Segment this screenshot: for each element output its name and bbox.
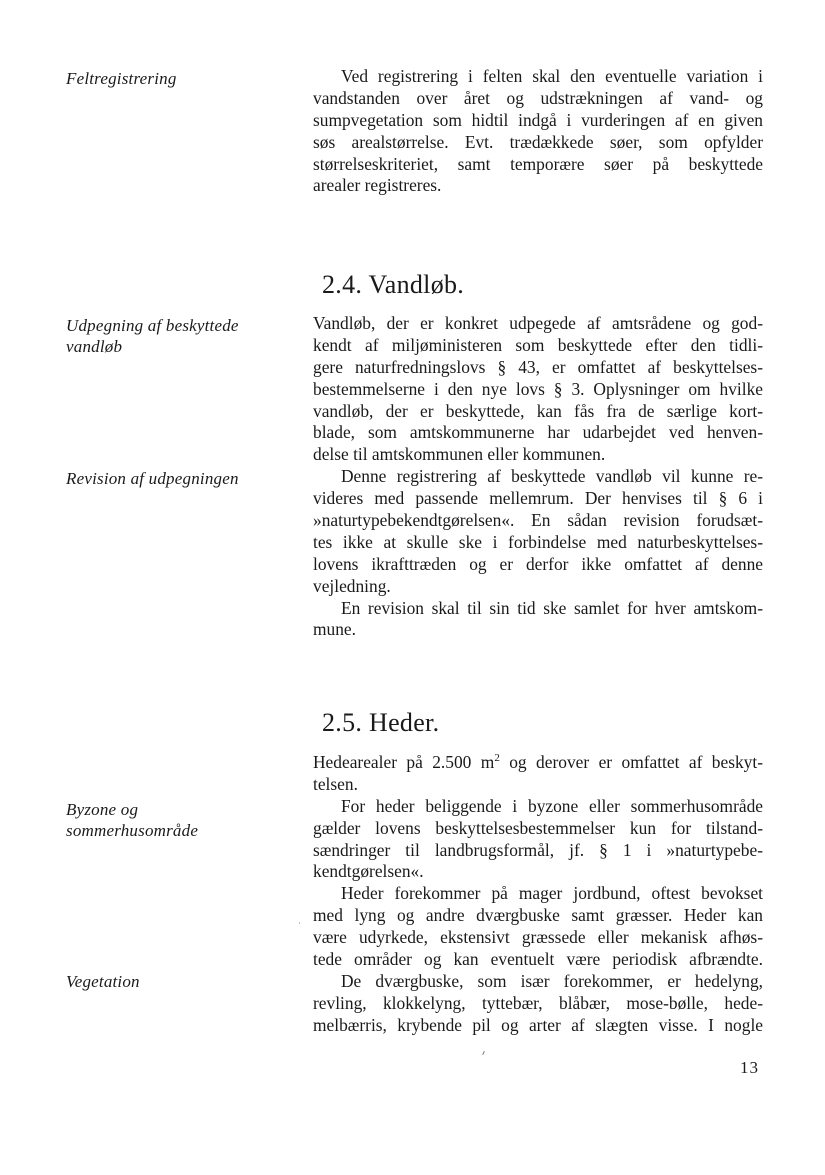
page-number: 13 (740, 1058, 759, 1077)
heder-first-line: Hedearealer på 2.500 $m^2$ og derover er omfattet af beskyt- (313, 752, 763, 772)
margin-note-feltregistrering: Feltregistrering (66, 69, 177, 88)
section-heder-text: Hedearealer på 2.500 $m^2$ og derover er omfattet af beskyt- telsen. For heder beliggende i byzone eller sommerhusområde gælder lovens beskyttelsesbestemmelser kun for tilstand- sændringer til landbrugsformål, jf. § 1 i »naturtypebe- kendtgørelsen«. Heder forekommer på mager jordbund, oftest bevokset med lyng og andre dværgbuske samt græsser. Heder kan være udyrkede, ekstensivt græssede eller mekanisk afhøs- tede områder og kan eventuelt være periodisk afbrændte. De dværgbuske, som især forekommer, er hedelyng, revling, klokkelyng, tyttebær, blåbær, mose-bølle, hede- melbærris, krybende pil og arter af slægten visse. I nogle (313, 752, 763, 1035)
section-heading-vandlob: 2.4. Vandløb. (322, 270, 465, 299)
margin-note-revision: Revision af udpegningen (66, 469, 239, 488)
section-heading-heder: 2.5. Heder. (322, 708, 440, 737)
margin-note-byzone: Byzone og sommerhusområde (66, 800, 199, 840)
section-vandlob-text: Vandløb, der er konkret udpegede af amtsrådene og god- kendt af miljøministeren som beskyttede efter den tidli- gere naturfredningslovs § 43, er omfattet af beskyttelses- bestemmelserne i den nye lovs § 3. Oplysninger om hvilke vandløb, der er beskyttede, kan fås fra de særlige kort- blade, som amtskommunerne har udarbejdet ved henven- delse til amtskommunen eller kommunen. Denne registrering af beskyttede vandløb vil kunne re- videres med passende mellemrum. Der henvises til § 6 i »naturtypebekendtgørelsen«. En sådan revision forudsæt- tes ikke at skulle ske i forbindelse med naturbeskyttelses- lovens ikrafttræden og er derfor ikke omfattet af denne vejledning. En revision skal til sin tid ske samlet for hver amtskom- mune. (313, 313, 763, 640)
intro-paragraph: Ved registrering i felten skal den eventuelle variation i vandstanden over året og udstrækningen af vand- og sumpvegetation som hidtil indgå i vurderingen af en given søs arealstørrelse. Evt. trædækkede søer, som opfylder størrelseskriteriet, samt temporære søer på beskyttede arealer registreres. (313, 66, 763, 196)
scan-speck (482, 1051, 485, 1055)
margin-note-udpegning: Udpegning af beskyttede vandløb (66, 316, 239, 356)
margin-note-vegetation: Vegetation (66, 972, 140, 991)
scan-speck (299, 922, 300, 924)
